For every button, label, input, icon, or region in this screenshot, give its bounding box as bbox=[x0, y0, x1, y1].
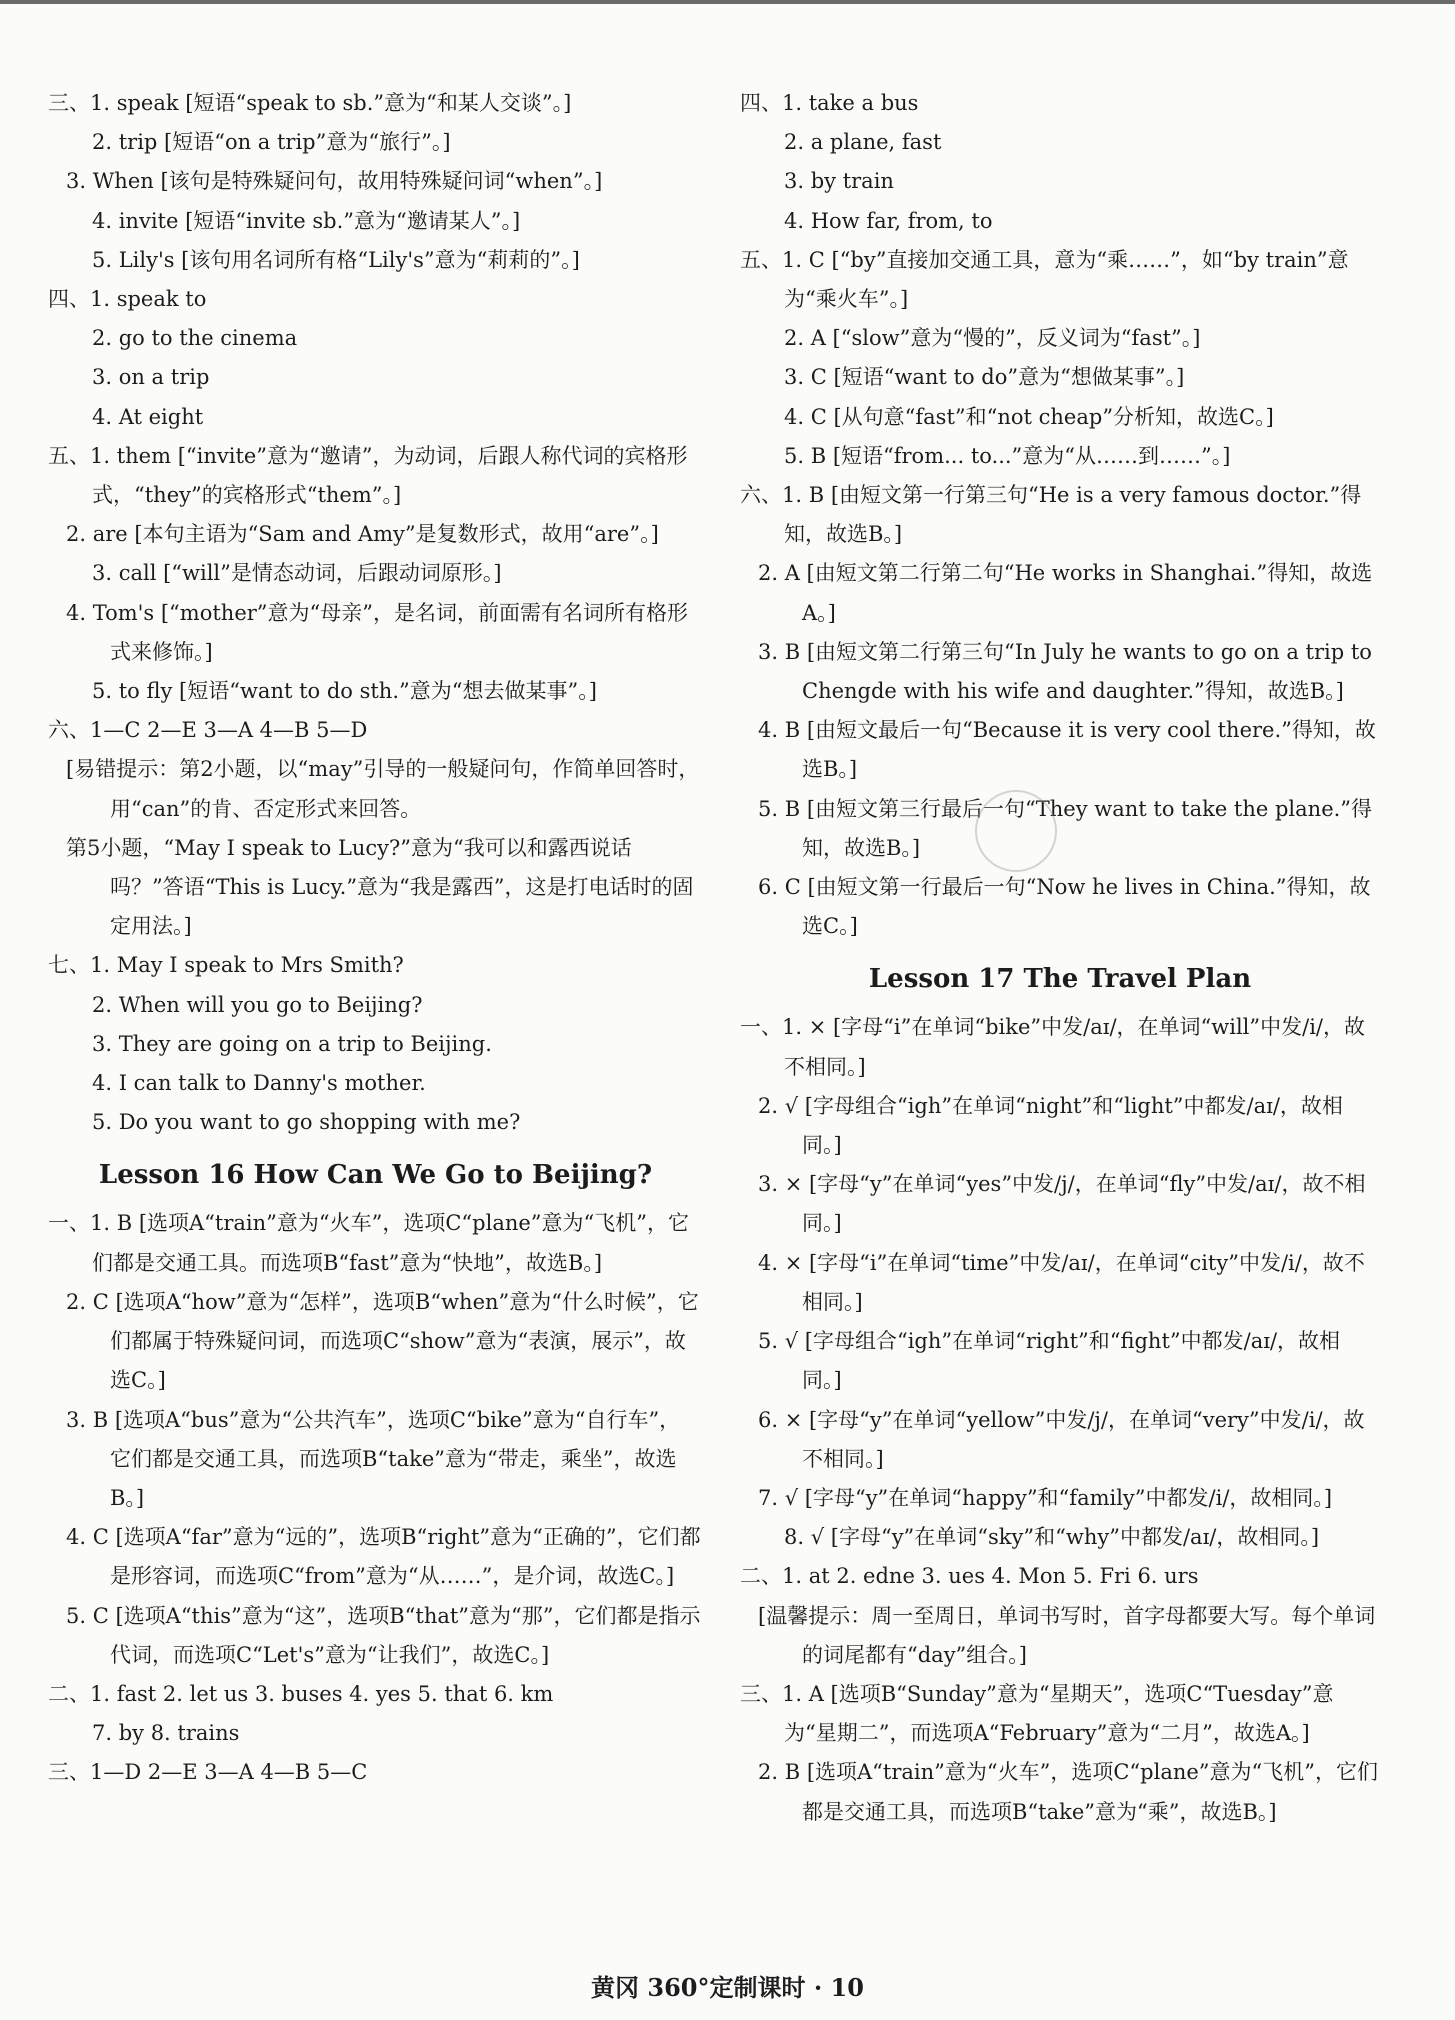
answer-line: 8. √ [字母“y”在单词“sky”和“why”中都发/aɪ/，故相同。] bbox=[784, 1525, 1320, 1550]
answer-line: 5. C [选项A“this”意为“这”，选项B“that”意为“那”，它们都是指示代词，而选项C“Let's”意为“让我们”，故选C。] bbox=[66, 1603, 701, 1667]
answer-line: 4. × [字母“i”在单词“time”中发/aɪ/，在单词“city”中发/i/，故不相同。] bbox=[758, 1250, 1365, 1314]
answer-line: 2. B [选项A“train”意为“火车”，选项C“plane”意为“飞机”，它们都是交通工具，而选项B“take”意为“乘”，故选B。] bbox=[758, 1760, 1379, 1824]
answer-line: 五、1. them [“invite”意为“邀请”，为动词，后跟人称代词的宾格形式，“they”的宾格形式“them”。] bbox=[48, 443, 688, 508]
answer-line: 三、1. speak [短语“speak to sb.”意为“和某人交谈”。] bbox=[48, 91, 572, 115]
answer-line: 4. At eight bbox=[92, 404, 204, 429]
answer-line: 5. B [由短文第三行最后一句“They want to take the plane.”得知，故选B。] bbox=[758, 796, 1373, 860]
answer-line: 2. C [选项A“how”意为“怎样”，选项B“when”意为“什么时候”，它们都属于特殊疑问词，而选项C“show”意为“表演，展示”，故选C。] bbox=[66, 1289, 699, 1393]
answer-line: 2. trip [短语“on a trip”意为“旅行”。] bbox=[92, 130, 451, 155]
answer-line: 3. call [“will”是情态动词，后跟动词原形。] bbox=[92, 561, 502, 586]
answer-line: 4. invite [短语“invite sb.”意为“邀请某人”。] bbox=[92, 208, 521, 233]
answer-line: 五、1. C [“by”直接加交通工具，意为“乘……”，如“by train”意为“乘火车”。] bbox=[740, 247, 1349, 312]
lesson-heading: Lesson 16 How Can We Go to Beijing? bbox=[98, 1160, 653, 1191]
answer-line: 4. I can talk to Danny's mother. bbox=[92, 1071, 426, 1096]
answer-line: 2. are [本句主语为“Sam and Amy”是复数形式，故用“are”。] bbox=[66, 522, 659, 547]
answer-line: 5. Do you want to go shopping with me? bbox=[92, 1110, 521, 1135]
answer-line: 2. A [由短文第二行第二句“He works in Shanghai.”得知，故选A。] bbox=[758, 561, 1373, 625]
answer-line: 4. Tom's [“mother”意为“母亲”，是名词，前面需有名词所有格形式来修饰。] bbox=[66, 600, 688, 664]
answer-line: 2. A [“slow”意为“慢的”，反义词为“fast”。] bbox=[784, 326, 1201, 351]
answer-line: 二、1. at 2. edne 3. ues 4. Mon 5. Fri 6. urs bbox=[740, 1564, 1199, 1589]
answer-line: 2. a plane, fast bbox=[784, 130, 942, 155]
answer-line: 4. How far, from, to bbox=[784, 208, 993, 233]
answer-line: 七、1. May I speak to Mrs Smith? bbox=[48, 953, 404, 978]
answer-line: 三、1. A [选项B“Sunday”意为“星期天”，选项C“Tuesday”意为“星期二”，而选项A“February”意为“二月”，故选A。] bbox=[740, 1681, 1334, 1746]
lesson-heading: Lesson 17 The Travel Plan bbox=[868, 964, 1252, 995]
answer-line: 3. C [短语“want to do”意为“想做某事”。] bbox=[784, 365, 1185, 390]
answer-line: 一、1. × [字母“i”在单词“bike”中发/aɪ/，在单词“will”中发/i/，故不相同。] bbox=[740, 1015, 1365, 1079]
answer-line: 3. When [该句是特殊疑问句，故用特殊疑问词“when”。] bbox=[66, 169, 603, 194]
answer-line: 3. × [字母“y”在单词“yes”中发/j/，在单词“fly”中发/aɪ/，故不相同。] bbox=[758, 1172, 1366, 1236]
answer-line: 3. on a trip bbox=[92, 365, 210, 390]
page-footer: 黄冈 360°定制课时 · 10 bbox=[591, 1973, 864, 2002]
answer-line: 3. by train bbox=[784, 169, 894, 194]
answer-line: 2. √ [字母组合“igh”在单词“night”和“light”中都发/aɪ/，故相同。] bbox=[758, 1093, 1343, 1158]
answer-line: 3. They are going on a trip to Beijing. bbox=[92, 1031, 492, 1056]
answer-line: 5. √ [字母组合“igh”在单词“right”和“fight”中都发/aɪ/，故相同。] bbox=[758, 1329, 1341, 1393]
answer-line: 7. by 8. trains bbox=[92, 1721, 240, 1746]
answer-line: 5. to fly [短语“want to do sth.”意为“想去做某事”。] bbox=[92, 679, 597, 704]
answer-line: 6. × [字母“y”在单词“yellow”中发/j/，在单词“very”中发/i/，故不相同。] bbox=[758, 1407, 1365, 1471]
answer-line: [温馨提示：周一至周日，单词书写时，首字母都要大写。每个单词的词尾都有“day”组合。] bbox=[758, 1603, 1376, 1667]
top-rule bbox=[0, 0, 1455, 4]
answer-line: 5. B [短语“from... to...”意为“从……到……”。] bbox=[784, 443, 1231, 468]
answer-line: 4. C [选项A“far”意为“远的”，选项B“right”意为“正确的”，它们都是形容词，而选项C“from”意为“从……”，是介词，故选C。] bbox=[66, 1525, 701, 1589]
answer-line: 7. √ [字母“y”在单词“happy”和“family”中都发/i/，故相同。] bbox=[758, 1485, 1333, 1510]
answer-line: 4. B [由短文最后一句“Because it is very cool there.”得知，故选B。] bbox=[758, 718, 1376, 782]
answer-line: 二、1. fast 2. let us 3. buses 4. yes 5. that 6. km bbox=[48, 1681, 554, 1706]
logo-stamp-icon bbox=[975, 790, 1057, 872]
left-column bbox=[48, 84, 703, 1793]
answer-line: 四、1. take a bus bbox=[740, 91, 919, 115]
answer-line: 第5小题，“May I speak to Lucy?”意为“我可以和露西说话吗？”答语“This is Lucy.”意为“我是露西”，这是打电话时的固定用法。] bbox=[66, 835, 694, 939]
answer-line: 一、1. B [选项A“train”意为“火车”，选项C“plane”意为“飞机”，它们都是交通工具。而选项B“fast”意为“快地”，故选B。] bbox=[48, 1211, 690, 1275]
answer-line: 5. Lily's [该句用名词所有格“Lily's”意为“莉莉的”。] bbox=[92, 247, 580, 272]
right-column bbox=[740, 84, 1380, 1832]
answer-line: 四、1. speak to bbox=[48, 287, 207, 312]
answer-line: 三、1—D 2—E 3—A 4—B 5—C bbox=[48, 1760, 368, 1785]
answer-line: 6. C [由短文第一行最后一句“Now he lives in China.”得知，故选C。] bbox=[758, 875, 1371, 939]
answer-line: 2. When will you go to Beijing? bbox=[92, 992, 423, 1017]
answer-line: 3. B [由短文第二行第三句“In July he wants to go on a trip to Chengde with his wife and daughter.”得知，故选B。] bbox=[758, 639, 1372, 704]
answer-line: 3. B [选项A“bus”意为“公共汽车”，选项C“bike”意为“自行车”，它们都是交通工具，而选项B“take”意为“带走，乘坐”，故选B。] bbox=[66, 1407, 681, 1510]
answer-line: [易错提示：第2小题，以“may”引导的一般疑问句，作简单回答时，用“can”的肯、否定形式来回答。 bbox=[66, 757, 700, 821]
answer-line: 六、1—C 2—E 3—A 4—B 5—D bbox=[48, 718, 368, 743]
answer-line: 六、1. B [由短文第一行第三句“He is a very famous doctor.”得知，故选B。] bbox=[740, 483, 1362, 547]
answer-line: 4. C [从句意“fast”和“not cheap”分析知，故选C。] bbox=[784, 404, 1274, 429]
answer-line: 2. go to the cinema bbox=[92, 326, 298, 351]
